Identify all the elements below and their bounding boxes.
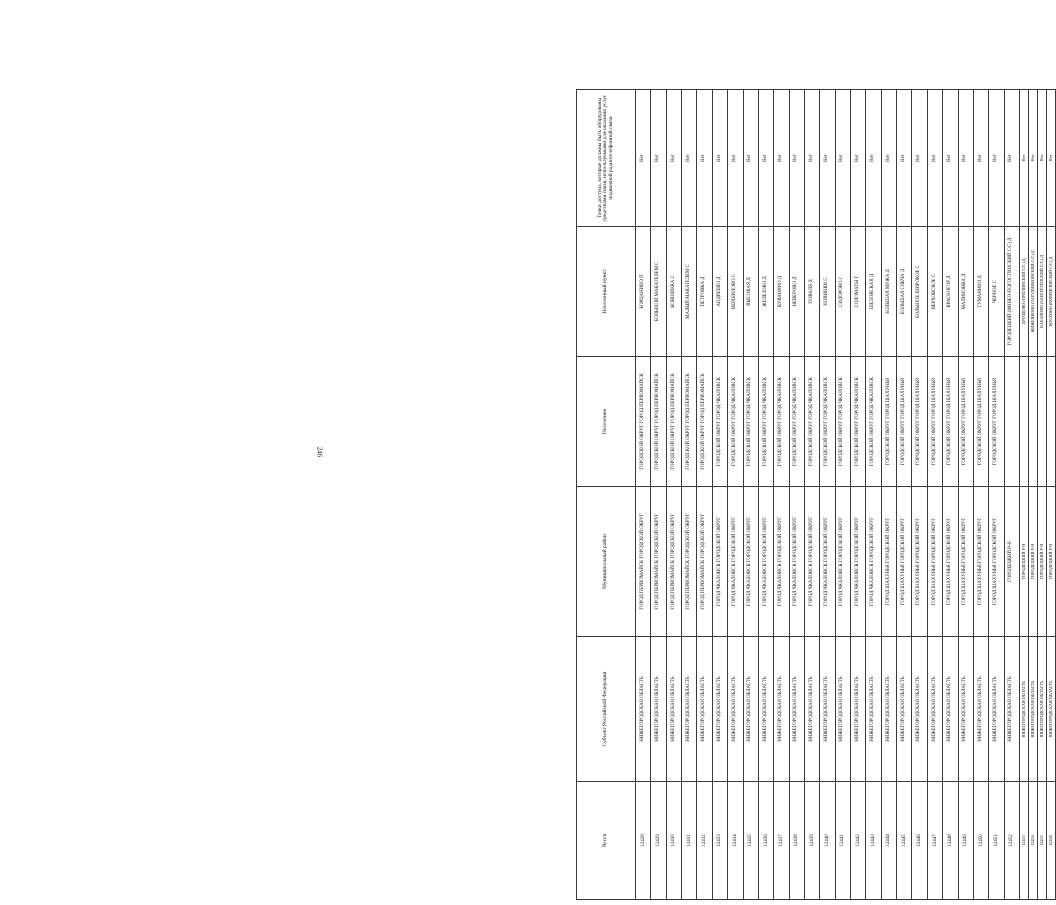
table-row xyxy=(651,90,666,900)
cell-locality: ТУМАНИНО Д xyxy=(973,227,988,357)
cell-number: 12434 xyxy=(728,782,743,900)
cell-settlement: ГОРОДСКОЙ ОКРУГ ГОРОД ШАХУНЬЯ xyxy=(943,357,958,487)
cell-subject: НИЖЕГОРОДСКАЯ ОБЛАСТЬ xyxy=(697,637,712,782)
cell-number: 12448 xyxy=(943,782,958,900)
cell-number: 12445 xyxy=(897,782,912,900)
cell-number: 12452 xyxy=(1004,782,1019,900)
cell-district: ГОРОДЕЦКИЙ Р-Н xyxy=(1047,487,1056,637)
cell-locality: КОВШИНКА С xyxy=(666,227,681,357)
cell-subject: НИЖЕГОРОДСКАЯ ОБЛАСТЬ xyxy=(682,637,697,782)
cell-district: ГОРОД ЧКАЛОВСК ГОРОДСКОЙ ОКРУГ xyxy=(743,487,758,637)
cell-access-point: Нет xyxy=(697,90,712,227)
cell-settlement: ГОРОДСКОЙ ОКРУГ ГОРОД ШАХУНЬЯ xyxy=(989,357,1004,487)
cell-subject: НИЖЕГОРОДСКАЯ ОБЛАСТЬ xyxy=(1020,637,1029,782)
cell-settlement: ГОРОДСКОЙ ОКРУГ ГОРОД ПЕРВОМАЙСК xyxy=(651,357,666,487)
table-row xyxy=(712,90,727,900)
cell-settlement xyxy=(1029,357,1038,487)
cell-district: ГОРОДЕЦКИЙ Р-Н xyxy=(1038,487,1047,637)
table-row xyxy=(1004,90,1019,900)
cell-locality: СОЛОМАТЫ Г xyxy=(851,227,866,357)
cell-district: ГОРОД ЧКАЛОВСК ГОРОДСКОЙ ОКРУГ xyxy=(728,487,743,637)
cell-district: ГОРОД ШАХУНЬЯ ГОРОДСКОЙ ОКРУГ xyxy=(943,487,958,637)
table-row xyxy=(912,90,927,900)
table-row xyxy=(1038,90,1047,900)
cell-subject: НИЖЕГОРОДСКАЯ ОБЛАСТЬ xyxy=(636,637,651,782)
cell-access-point: Нет xyxy=(789,90,804,227)
cell-settlement: ГОРОДСКОЙ ОКРУГ ГОРОД ПЕРВОМАЙСК xyxy=(666,357,681,487)
cell-locality: БОЛЬШОЕ ШИРОКОЕ С xyxy=(912,227,927,357)
cell-number: 12439 xyxy=(804,782,819,900)
cell-locality: НЕВЕРОВО Д xyxy=(789,227,804,357)
table-row xyxy=(743,90,758,900)
cell-access-point: Нет xyxy=(1047,90,1056,227)
cell-access-point: Нет xyxy=(682,90,697,227)
cell-access-point: Нет xyxy=(712,90,727,227)
cell-access-point: Нет xyxy=(851,90,866,227)
table-row xyxy=(927,90,942,900)
table-row xyxy=(1047,90,1056,900)
cell-settlement: ГОРОДСКОЙ ОКРУГ ГОРОД ШАХУНЬЯ xyxy=(958,357,973,487)
cell-subject: НИЖЕГОРОДСКАЯ ОБЛАСТЬ xyxy=(804,637,819,782)
table-row xyxy=(789,90,804,900)
cell-locality: БОРЦАНИНО П xyxy=(636,227,651,357)
cell-access-point: Нет xyxy=(912,90,927,227)
cell-locality: НОВИНКИ С xyxy=(820,227,835,357)
cell-district: ГОРОД ЧКАЛОВСК ГОРОДСКОЙ ОКРУГ xyxy=(820,487,835,637)
cell-settlement: ГОРОДСКОЙ ОКРУГ ГОРОД ПЕРВОМАЙСК xyxy=(682,357,697,487)
cell-number: 12430 xyxy=(666,782,681,900)
cell-access-point: Нет xyxy=(636,90,651,227)
table-row xyxy=(758,90,773,900)
cell-subject: НИЖЕГОРОДСКАЯ ОБЛАСТЬ xyxy=(1038,637,1047,782)
cell-district: ГОРОД ЧКАЛОВСК ГОРОДСКОЙ ОКРУГ xyxy=(835,487,850,637)
cell-number: 12453 xyxy=(1020,782,1029,900)
cell-number: 12450 xyxy=(973,782,988,900)
table-row xyxy=(728,90,743,900)
cell-locality: ВЕРШИЛОВО С xyxy=(728,227,743,357)
cell-subject: НИЖЕГОРОДСКАЯ ОБЛАСТЬ xyxy=(881,637,896,782)
cell-settlement: ГОРОДСКОЙ ОКРУГ ГОРОД ЧКАЛОВСК xyxy=(866,357,881,487)
cell-district: ГОРОД ЧКАЛОВСК ГОРОДСКОЙ ОКРУГ xyxy=(712,487,727,637)
cell-number: 12451 xyxy=(989,782,1004,900)
cell-access-point: Нет xyxy=(758,90,773,227)
cell-access-point: Нет xyxy=(743,90,758,227)
cell-subject: НИЖЕГОРОДСКАЯ ОБЛАСТЬ xyxy=(1047,637,1056,782)
cell-subject: НИЖЕГОРОДСКАЯ ОБЛАСТЬ xyxy=(666,637,681,782)
cell-access-point: Нет xyxy=(989,90,1004,227)
cell-access-point: Нет xyxy=(728,90,743,227)
cell-locality: КОСКОВО (КОВРИГИНСКИЙ С/С) Д xyxy=(1047,227,1056,357)
cell-subject: НИЖЕГОРОДСКАЯ ОБЛАСТЬ xyxy=(743,637,758,782)
cell-district: ГОРОД ЧКАЛОВСК ГОРОДСКОЙ ОКРУГ xyxy=(789,487,804,637)
cell-number: 12435 xyxy=(743,782,758,900)
cell-subject: НИЖЕГОРОДСКАЯ ОБЛАСТЬ xyxy=(712,637,727,782)
cell-settlement: ГОРОДСКОЙ ОКРУГ ГОРОД ШАХУНЬЯ xyxy=(897,357,912,487)
cell-settlement: ГОРОДСКОЙ ОКРУГ ГОРОД ЧКАЛОВСК xyxy=(758,357,773,487)
page-number: 246 xyxy=(315,446,324,458)
cell-settlement xyxy=(1047,357,1056,487)
settlements-table xyxy=(576,89,1056,900)
cell-number: 12440 xyxy=(820,782,835,900)
cell-subject: НИЖЕГОРОДСКАЯ ОБЛАСТЬ xyxy=(1029,637,1038,782)
cell-access-point: Нет xyxy=(804,90,819,227)
cell-locality: ЧЕРНОЕ С xyxy=(989,227,1004,357)
cell-subject: НИЖЕГОРОДСКАЯ ОБЛАСТЬ xyxy=(651,637,666,782)
cell-district: ГОРОД ШАХУНЬЯ ГОРОДСКОЙ ОКРУГ xyxy=(897,487,912,637)
cell-access-point: Нет xyxy=(866,90,881,227)
cell-number: 12429 xyxy=(651,782,666,900)
cell-settlement: ГОРОДСКОЙ ОКРУГ ГОРОД ЧКАЛОВСК xyxy=(789,357,804,487)
header-locality: Населенный пункт xyxy=(577,227,636,357)
cell-access-point: Нет xyxy=(958,90,973,227)
cell-access-point: Нет xyxy=(666,90,681,227)
cell-subject: НИЖЕГОРОДСКАЯ ОБЛАСТЬ xyxy=(758,637,773,782)
cell-settlement xyxy=(1038,357,1047,487)
cell-number: 12446 xyxy=(912,782,927,900)
table-row xyxy=(973,90,988,900)
cell-settlement: ГОРОДСКОЙ ОКРУГ ГОРОД ЧКАЛОВСК xyxy=(851,357,866,487)
cell-district: ГОРОД ЧКАЛОВСК ГОРОДСКОЙ ОКРУГ xyxy=(851,487,866,637)
cell-locality: ЖИЖЕНКОВО (ЗАРУДНИКОВСКИЙ С/С) Д xyxy=(1029,227,1038,357)
cell-settlement: ГОРОДСКОЙ ОКРУГ ГОРОД ШАХУНЬЯ xyxy=(912,357,927,487)
cell-subject: НИЖЕГОРОДСКАЯ ОБЛАСТЬ xyxy=(943,637,958,782)
table-row xyxy=(1029,90,1038,900)
cell-access-point: Нет xyxy=(897,90,912,227)
cell-access-point: Нет xyxy=(1038,90,1047,227)
cell-subject: НИЖЕГОРОДСКАЯ ОБЛАСТЬ xyxy=(866,637,881,782)
table-header-row xyxy=(577,90,636,900)
cell-access-point: Нет xyxy=(774,90,789,227)
cell-access-point: Нет xyxy=(1020,90,1029,227)
cell-locality: ЖЕЛЕЗОВО Д xyxy=(758,227,773,357)
cell-locality: ПЕТРОВКА Д xyxy=(697,227,712,357)
cell-locality: ГОРОДЕЦКИЙ (ФИНЕО-ПОГОСТИНСКИЙ С/С) Д xyxy=(1004,227,1019,357)
cell-number: 12454 xyxy=(1029,782,1038,900)
cell-number: 12442 xyxy=(851,782,866,900)
cell-subject: НИЖЕГОРОДСКАЯ ОБЛАСТЬ xyxy=(728,637,743,782)
cell-number: 12447 xyxy=(927,782,942,900)
cell-locality: КАБАНОВО (ЗАБЕРЁЗЕНСКИЙ С/С) Д xyxy=(1038,227,1047,357)
cell-locality: КРАСНОГОР Д xyxy=(943,227,958,357)
cell-access-point: Нет xyxy=(881,90,896,227)
cell-settlement: ГОРОДСКОЙ ОКРУГ ГОРОД ЧКАЛОВСК xyxy=(820,357,835,487)
cell-subject: НИЖЕГОРОДСКАЯ ОБЛАСТЬ xyxy=(1004,637,1019,782)
table-row xyxy=(881,90,896,900)
cell-locality: МАЛЫЙ МАКАТЕЛЕМ С xyxy=(682,227,697,357)
header-access-points: Точки доступа, которые должны быть оборудованы средствами связи, используемыми для оказания услуг подвижной радиотелефонной связи xyxy=(577,90,636,227)
cell-district: ГОРОДЕЦКИЙ Р-Н xyxy=(1004,487,1019,637)
cell-settlement: ГОРОДСКОЙ ОКРУГ ГОРОД ЧКАЛОВСК xyxy=(774,357,789,487)
cell-settlement: ГОРОДСКОЙ ОКРУГ ГОРОД ШАХУНЬЯ xyxy=(927,357,942,487)
cell-settlement: ГОРОДСКОЙ ОКРУГ ГОРОД ШАХУНЬЯ xyxy=(881,357,896,487)
cell-settlement xyxy=(1004,357,1019,487)
cell-number: 12441 xyxy=(835,782,850,900)
cell-locality: ШЕЛОВСКАЯ Д xyxy=(866,227,881,357)
cell-district: ГОРОД ЧКАЛОВСК ГОРОДСКОЙ ОКРУГ xyxy=(866,487,881,637)
cell-subject: НИЖЕГОРОДСКАЯ ОБЛАСТЬ xyxy=(820,637,835,782)
cell-settlement: ГОРОДСКОЙ ОКРУГ ГОРОД ЧКАЛОВСК xyxy=(728,357,743,487)
cell-settlement: ГОРОДСКОЙ ОКРУГ ГОРОД ПЕРВОМАЙСК xyxy=(636,357,651,487)
cell-settlement xyxy=(1020,357,1029,487)
cell-locality: КУВАНИНО Д xyxy=(774,227,789,357)
cell-district: ГОРОД ПЕРВОМАЙСК ГОРОДСКОЙ ОКРУГ xyxy=(697,487,712,637)
cell-access-point: Нет xyxy=(651,90,666,227)
cell-settlement: ГОРОДСКОЙ ОКРУГ ГОРОД ЧКАЛОВСК xyxy=(804,357,819,487)
cell-number: 12449 xyxy=(958,782,973,900)
cell-access-point: Нет xyxy=(1004,90,1019,227)
cell-locality: ВЫСОКАЯ Д xyxy=(743,227,758,357)
cell-access-point: Нет xyxy=(835,90,850,227)
table-row xyxy=(636,90,651,900)
table-row xyxy=(989,90,1004,900)
cell-access-point: Нет xyxy=(820,90,835,227)
cell-access-point: Нет xyxy=(973,90,988,227)
cell-subject: НИЖЕГОРОДСКАЯ ОБЛАСТЬ xyxy=(989,637,1004,782)
cell-subject: НИЖЕГОРОДСКАЯ ОБЛАСТЬ xyxy=(789,637,804,782)
cell-number: 12438 xyxy=(789,782,804,900)
cell-locality: БОЛЬШАЯ МУЖА Д xyxy=(881,227,896,357)
table-row xyxy=(897,90,912,900)
cell-locality: ПОВАЛЯ Д xyxy=(804,227,819,357)
cell-district: ГОРОД ПЕРВОМАЙСК ГОРОДСКОЙ ОКРУГ xyxy=(636,487,651,637)
cell-access-point: Нет xyxy=(1029,90,1038,227)
table-row xyxy=(820,90,835,900)
cell-number: 12431 xyxy=(682,782,697,900)
cell-settlement: ГОРОДСКОЙ ОКРУГ ГОРОД ЧКАЛОВСК xyxy=(712,357,727,487)
cell-district: ГОРОД ШАХУНЬЯ ГОРОДСКОЙ ОКРУГ xyxy=(989,487,1004,637)
cell-district: ГОРОД ШАХУНЬЯ ГОРОДСКОЙ ОКРУГ xyxy=(912,487,927,637)
cell-district: ГОРОД ШАХУНЬЯ ГОРОДСКОЙ ОКРУГ xyxy=(958,487,973,637)
cell-subject: НИЖЕГОРОДСКАЯ ОБЛАСТЬ xyxy=(897,637,912,782)
cell-number: 12437 xyxy=(774,782,789,900)
cell-locality: АНДРЕЕВО Д xyxy=(712,227,727,357)
cell-district: ГОРОД ПЕРВОМАЙСК ГОРОДСКОЙ ОКРУГ xyxy=(682,487,697,637)
cell-district: ГОРОД ШАХУНЬЯ ГОРОДСКОЙ ОКРУГ xyxy=(973,487,988,637)
cell-number: 12456 xyxy=(1047,782,1056,900)
cell-number: 12455 xyxy=(1038,782,1047,900)
cell-settlement: ГОРОДСКОЙ ОКРУГ ГОРОД ЧКАЛОВСК xyxy=(835,357,850,487)
table-row xyxy=(666,90,681,900)
cell-locality: МАЛИНОВКА Д xyxy=(958,227,973,357)
table-row xyxy=(1020,90,1029,900)
table-row xyxy=(851,90,866,900)
cell-district: ГОРОДЕЦКИЙ Р-Н xyxy=(1029,487,1038,637)
table-row xyxy=(774,90,789,900)
rotated-table-container xyxy=(576,90,1056,900)
cell-locality: СИДОРОВО С xyxy=(835,227,850,357)
table-row xyxy=(958,90,973,900)
cell-district: ГОРОД ШАХУНЬЯ ГОРОДСКОЙ ОКРУГ xyxy=(881,487,896,637)
cell-district: ГОРОД ПЕРВОМАЙСК ГОРОДСКОЙ ОКРУГ xyxy=(666,487,681,637)
cell-subject: НИЖЕГОРОДСКАЯ ОБЛАСТЬ xyxy=(774,637,789,782)
cell-locality: БОЛЬШОЙ МАКАТЕЛЕМ С xyxy=(651,227,666,357)
cell-number: 12444 xyxy=(881,782,896,900)
cell-subject: НИЖЕГОРОДСКАЯ ОБЛАСТЬ xyxy=(851,637,866,782)
cell-locality: БОЛЬШАЯ СЯКЧА Д xyxy=(897,227,912,357)
cell-locality: ДРОЗДОВО (ПРИЛИВСКИЙ С/С) Д xyxy=(1020,227,1029,357)
cell-number: 12428 xyxy=(636,782,651,900)
cell-locality: ВЕРХОВСКОЕ С xyxy=(927,227,942,357)
cell-settlement: ГОРОДСКОЙ ОКРУГ ГОРОД ПЕРВОМАЙСК xyxy=(697,357,712,487)
cell-number: 12432 xyxy=(697,782,712,900)
table-row xyxy=(835,90,850,900)
cell-subject: НИЖЕГОРОДСКАЯ ОБЛАСТЬ xyxy=(927,637,942,782)
cell-number: 12433 xyxy=(712,782,727,900)
cell-access-point: Нет xyxy=(927,90,942,227)
cell-settlement: ГОРОДСКОЙ ОКРУГ ГОРОД ЧКАЛОВСК xyxy=(743,357,758,487)
header-subject: Субъект Российской Федерации xyxy=(577,637,636,782)
cell-subject: НИЖЕГОРОДСКАЯ ОБЛАСТЬ xyxy=(973,637,988,782)
header-district: Муниципальный район xyxy=(577,487,636,637)
cell-access-point: Нет xyxy=(943,90,958,227)
cell-number: 12436 xyxy=(758,782,773,900)
cell-subject: НИЖЕГОРОДСКАЯ ОБЛАСТЬ xyxy=(835,637,850,782)
cell-district: ГОРОД ПЕРВОМАЙСК ГОРОДСКОЙ ОКРУГ xyxy=(651,487,666,637)
cell-district: ГОРОД ЧКАЛОВСК ГОРОДСКОЙ ОКРУГ xyxy=(804,487,819,637)
table-row xyxy=(943,90,958,900)
cell-district: ГОРОД ЧКАЛОВСК ГОРОДСКОЙ ОКРУГ xyxy=(774,487,789,637)
table-row xyxy=(866,90,881,900)
table-row xyxy=(697,90,712,900)
cell-settlement: ГОРОДСКОЙ ОКРУГ ГОРОД ШАХУНЬЯ xyxy=(973,357,988,487)
table-row xyxy=(682,90,697,900)
cell-district: ГОРОД ЧКАЛОВСК ГОРОДСКОЙ ОКРУГ xyxy=(758,487,773,637)
cell-number: 12443 xyxy=(866,782,881,900)
cell-subject: НИЖЕГОРОДСКАЯ ОБЛАСТЬ xyxy=(958,637,973,782)
cell-subject: НИЖЕГОРОДСКАЯ ОБЛАСТЬ xyxy=(912,637,927,782)
header-settlement: Поселение xyxy=(577,357,636,487)
table-row xyxy=(804,90,819,900)
cell-district: ГОРОДЕЦКИЙ Р-Н xyxy=(1020,487,1029,637)
cell-district: ГОРОД ШАХУНЬЯ ГОРОДСКОЙ ОКРУГ xyxy=(927,487,942,637)
header-number: № п/п xyxy=(577,782,636,900)
